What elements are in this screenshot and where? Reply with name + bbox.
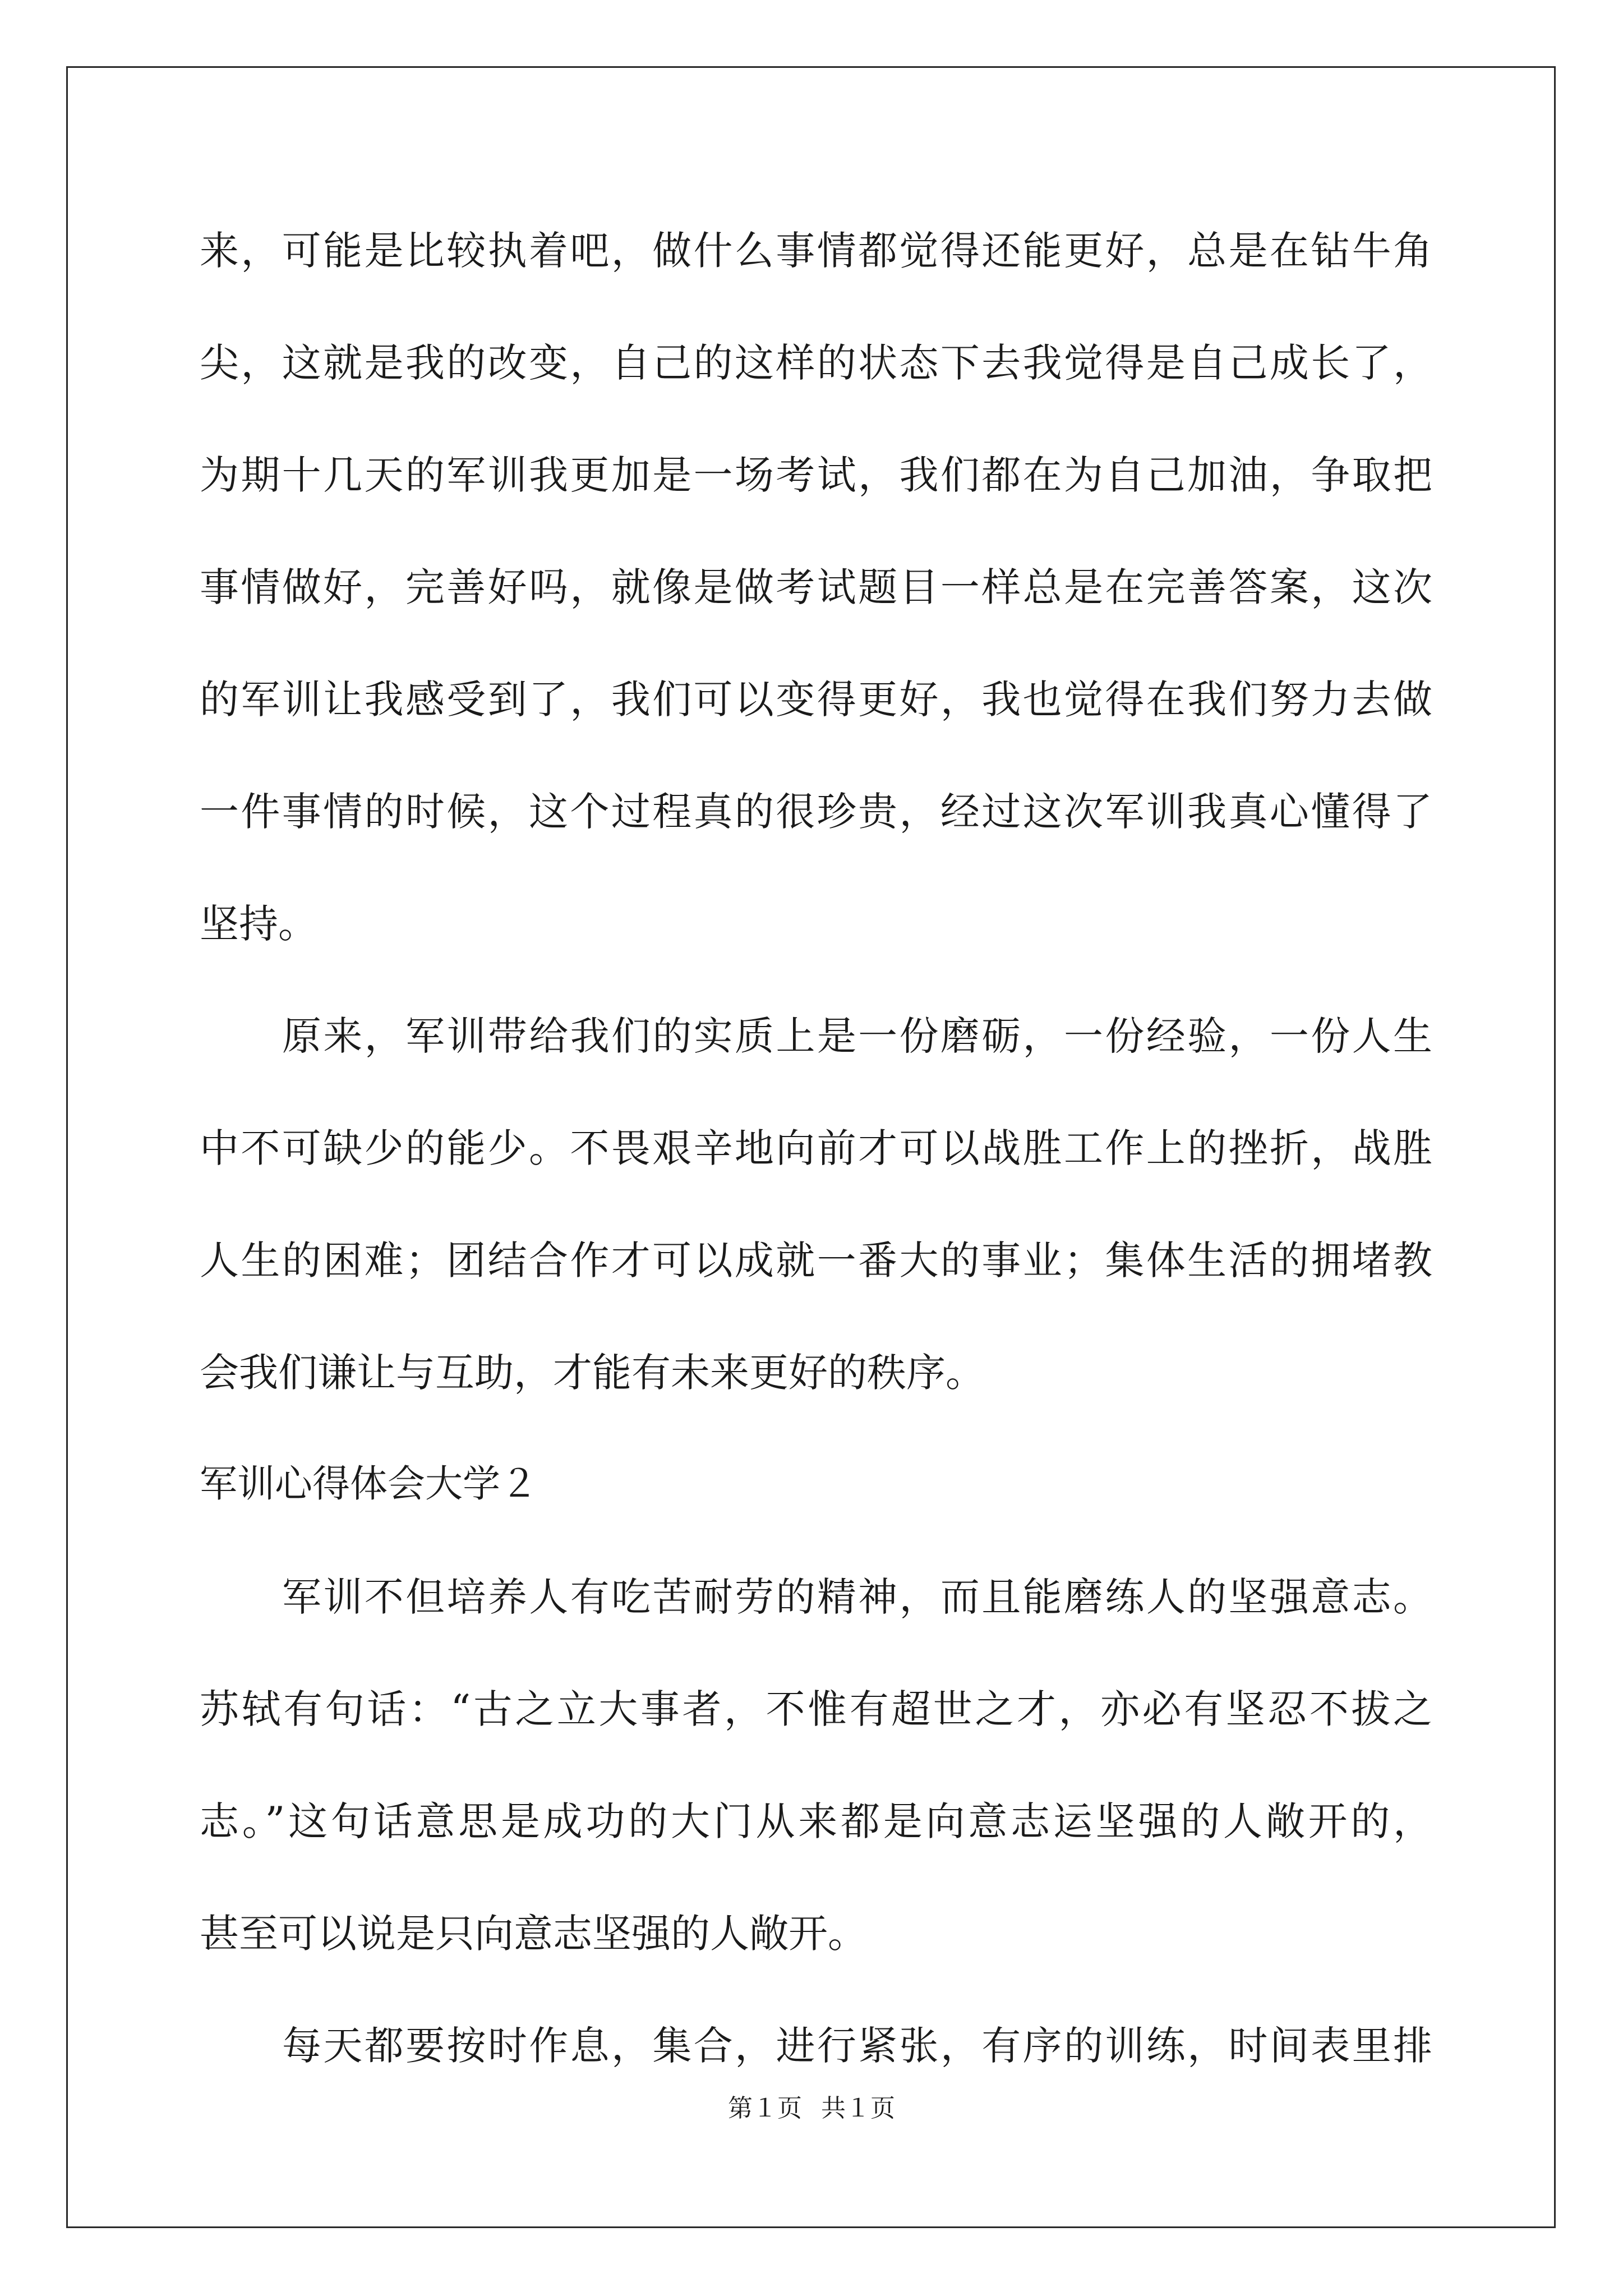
page-total: 共１页 [821,2094,895,2123]
paragraph-line: 中不可缺少的能少。不畏艰辛地向前才可以战胜工作上的挫折，战胜 [200,1125,1432,1171]
paragraph-line: 人生的困难；团结合作才可以成就一番大的事业；集体生活的拥堵教 [200,1237,1432,1283]
page-footer [0,2096,1623,2121]
paragraph-line: 苏轼有句话：“古之立大事者，不惟有超世之才，亦必有坚忍不拔之 [200,1686,1432,1732]
paragraph-line: 事情做好，完善好吗，就像是做考试题目一样总是在完善答案，这次 [200,564,1432,610]
paragraph-line: 的军训让我感受到了，我们可以变得更好，我也觉得在我们努力去做 [200,677,1432,723]
paragraph-line: 军训不但培养人有吃苦耐劳的精神，而且能磨练人的坚强意志。 [282,1574,1432,1620]
paragraph-line: 甚至可以说是只向意志坚强的人敞开。 [200,1911,867,1957]
paragraph-line: 原来，军训带给我们的实质上是一份磨砺，一份经验，一份人生 [282,1013,1432,1059]
paragraph-line: 坚持。 [200,901,317,947]
paragraph-line: 为期十几天的军训我更加是一场考试，我们都在为自己加油，争取把 [200,452,1432,498]
section-heading: 军训心得体会大学２ [200,1462,538,1506]
paragraph-line: 会我们谦让与互助，才能有未来更好的秩序。 [200,1350,985,1396]
paragraph-line: 来，可能是比较执着吧，做什么事情都觉得还能更好，总是在钻牛角 [200,228,1432,274]
paragraph-line: 尖，这就是我的改变，自己的这样的状态下去我觉得是自己成长了， [200,340,1432,386]
paragraph-line: 志。”这句话意思是成功的大门从来都是向意志运坚强的人敞开的， [200,1798,1432,1844]
paragraph-line: 每天都要按时作息，集合，进行紧张，有序的训练，时间表里排 [282,2023,1432,2069]
paragraph-line: 一件事情的时候，这个过程真的很珍贵，经过这次军训我真心懂得了 [200,789,1432,835]
page-number: 第１页 [728,2094,802,2123]
